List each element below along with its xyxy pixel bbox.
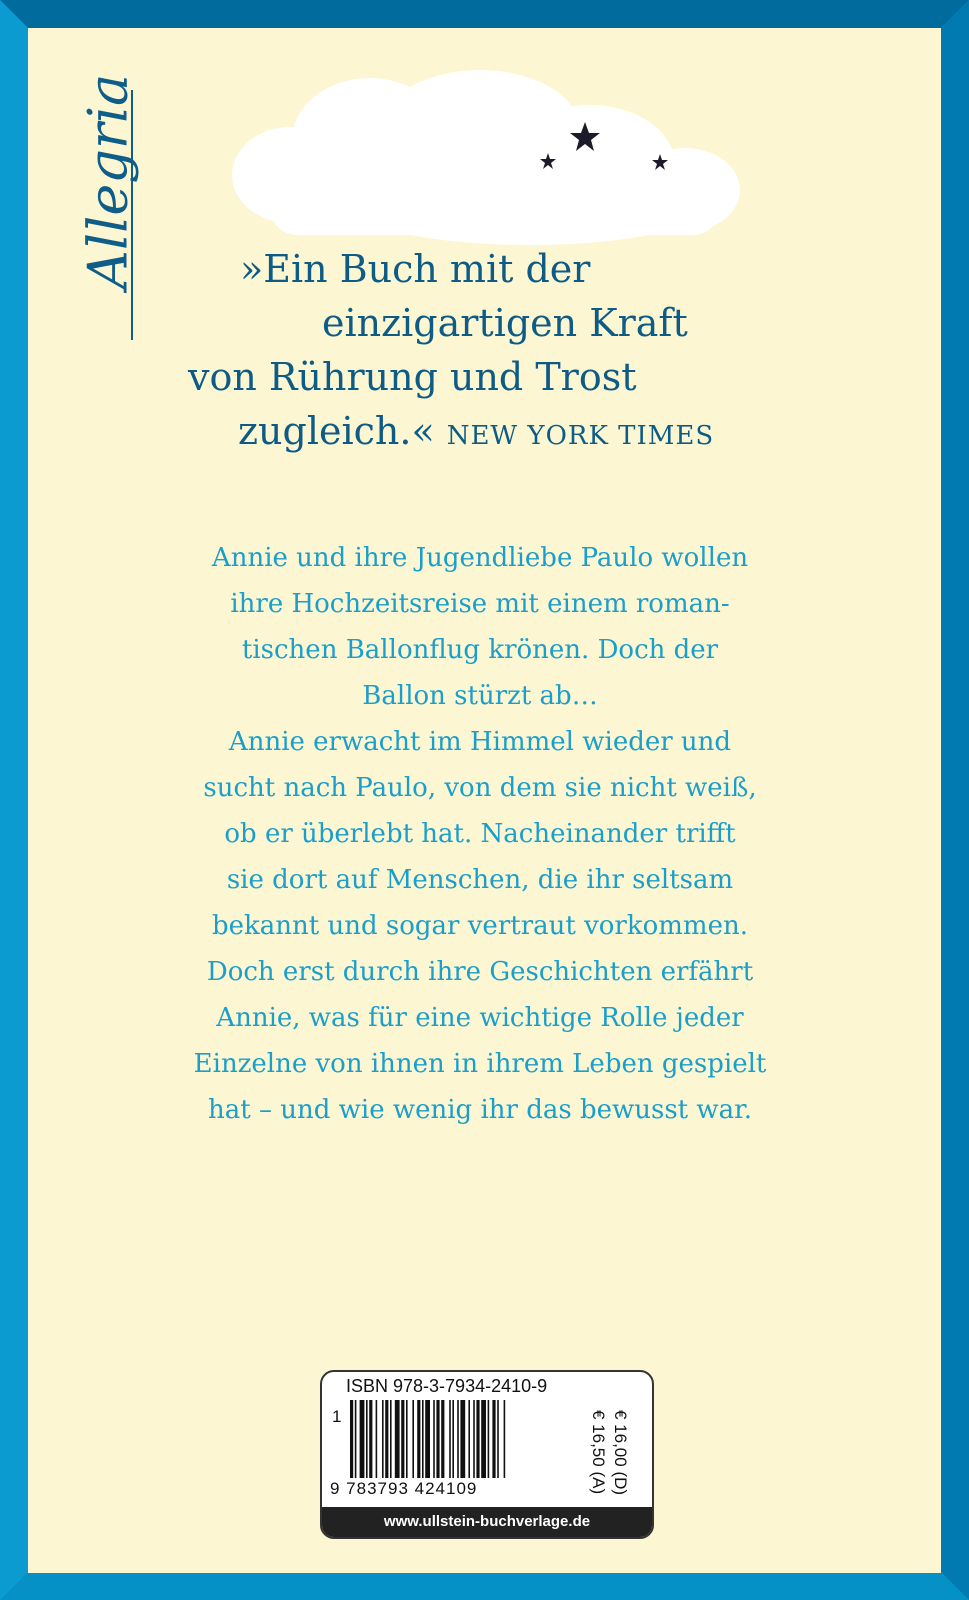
logo-text: Allegria [76, 73, 140, 290]
barcode-bar [504, 1400, 506, 1478]
quote-source: NEW YORK TIMES [446, 421, 715, 451]
barcode-bar [395, 1400, 400, 1478]
price-box [584, 1410, 634, 1506]
blurb-line: Einzelne von ihnen in ihrem Leben gespielt [193, 1049, 767, 1079]
barcode-bar [473, 1400, 475, 1478]
barcode-bar [366, 1400, 368, 1478]
barcode-bar [401, 1400, 404, 1478]
barcode-bar [390, 1400, 392, 1478]
barcode-bar [457, 1400, 459, 1478]
barcode-bar [452, 1400, 454, 1478]
price-at: € 16,50 (A) [589, 1410, 608, 1495]
barcode-bar [481, 1400, 486, 1478]
barcode-bar [441, 1400, 444, 1478]
quote-line: zugleich.« [238, 409, 435, 453]
quote-line: »Ein Buch mit der [240, 247, 591, 291]
blurb-line: Annie und ihre Jugendliebe Paulo wollen [211, 543, 749, 573]
blurb-line: Doch erst durch ihre Geschichten erfährt [206, 957, 754, 987]
isbn-text: ISBN 978-3-7934-2410-9 [346, 1376, 548, 1396]
quote-line: von Rührung und Trost [188, 355, 637, 399]
blurb-line: ihre Hochzeitsreise mit einem roman- [230, 589, 730, 619]
barcode-bar [425, 1400, 430, 1478]
barcode-bar [433, 1400, 435, 1478]
barcode-label [320, 1370, 654, 1539]
price-de: € 16,00 (D) [611, 1410, 630, 1496]
barcode-bar [382, 1400, 384, 1478]
barcode-bar [460, 1400, 465, 1478]
barcode-bar [422, 1400, 424, 1478]
barcode-bar [385, 1400, 388, 1478]
barcode-bar [350, 1400, 353, 1478]
blurb-line: sie dort auf Menschen, die ihr seltsam [226, 865, 734, 895]
cloud-icon [230, 70, 750, 250]
book-blurb [140, 535, 820, 1133]
blurb-line: Annie erwacht im Himmel wieder und [228, 727, 732, 757]
barcode-bar [376, 1400, 378, 1478]
barcode-bar [417, 1400, 420, 1478]
blurb-line: Annie, was für eine wichtige Rolle jeder [216, 1003, 744, 1033]
barcode-bar [355, 1400, 357, 1478]
barcode-bar [492, 1400, 495, 1478]
barcode-bar [412, 1400, 414, 1478]
barcode-bar [406, 1400, 408, 1478]
publisher-website: www.ullstein-buchverlage.de [322, 1507, 652, 1537]
barcode-bar [488, 1400, 490, 1478]
blurb-line: sucht nach Paulo, von dem sie nicht weiß, [203, 773, 757, 803]
review-quote [150, 242, 790, 463]
publisher-logo [28, 60, 148, 290]
quote-line: einzigartigen Kraft [322, 301, 688, 345]
barcode-bar [497, 1400, 499, 1478]
barcode-bar [476, 1400, 479, 1478]
barcode-digits: 9 783793 424109 [330, 1479, 478, 1498]
blurb-line: hat – und wie wenig ihr das bewusst war. [208, 1095, 752, 1125]
quote-last-line [150, 404, 790, 463]
barcode-bar [369, 1400, 372, 1478]
barcode-bar [436, 1400, 439, 1478]
barcode-side-digit: 1 [332, 1407, 342, 1426]
barcode-bar [468, 1400, 470, 1478]
blurb-line: bekannt und sogar vertraut vorkommen. [212, 911, 748, 941]
blurb-line: ob er überlebt hat. Nacheinander trifft [224, 819, 736, 849]
barcode-bar [449, 1400, 451, 1478]
blurb-line: tischen Ballonflug krönen. Doch der [241, 635, 719, 665]
blurb-line: Ballon stürzt ab… [362, 681, 598, 711]
barcode-bar [360, 1400, 365, 1478]
